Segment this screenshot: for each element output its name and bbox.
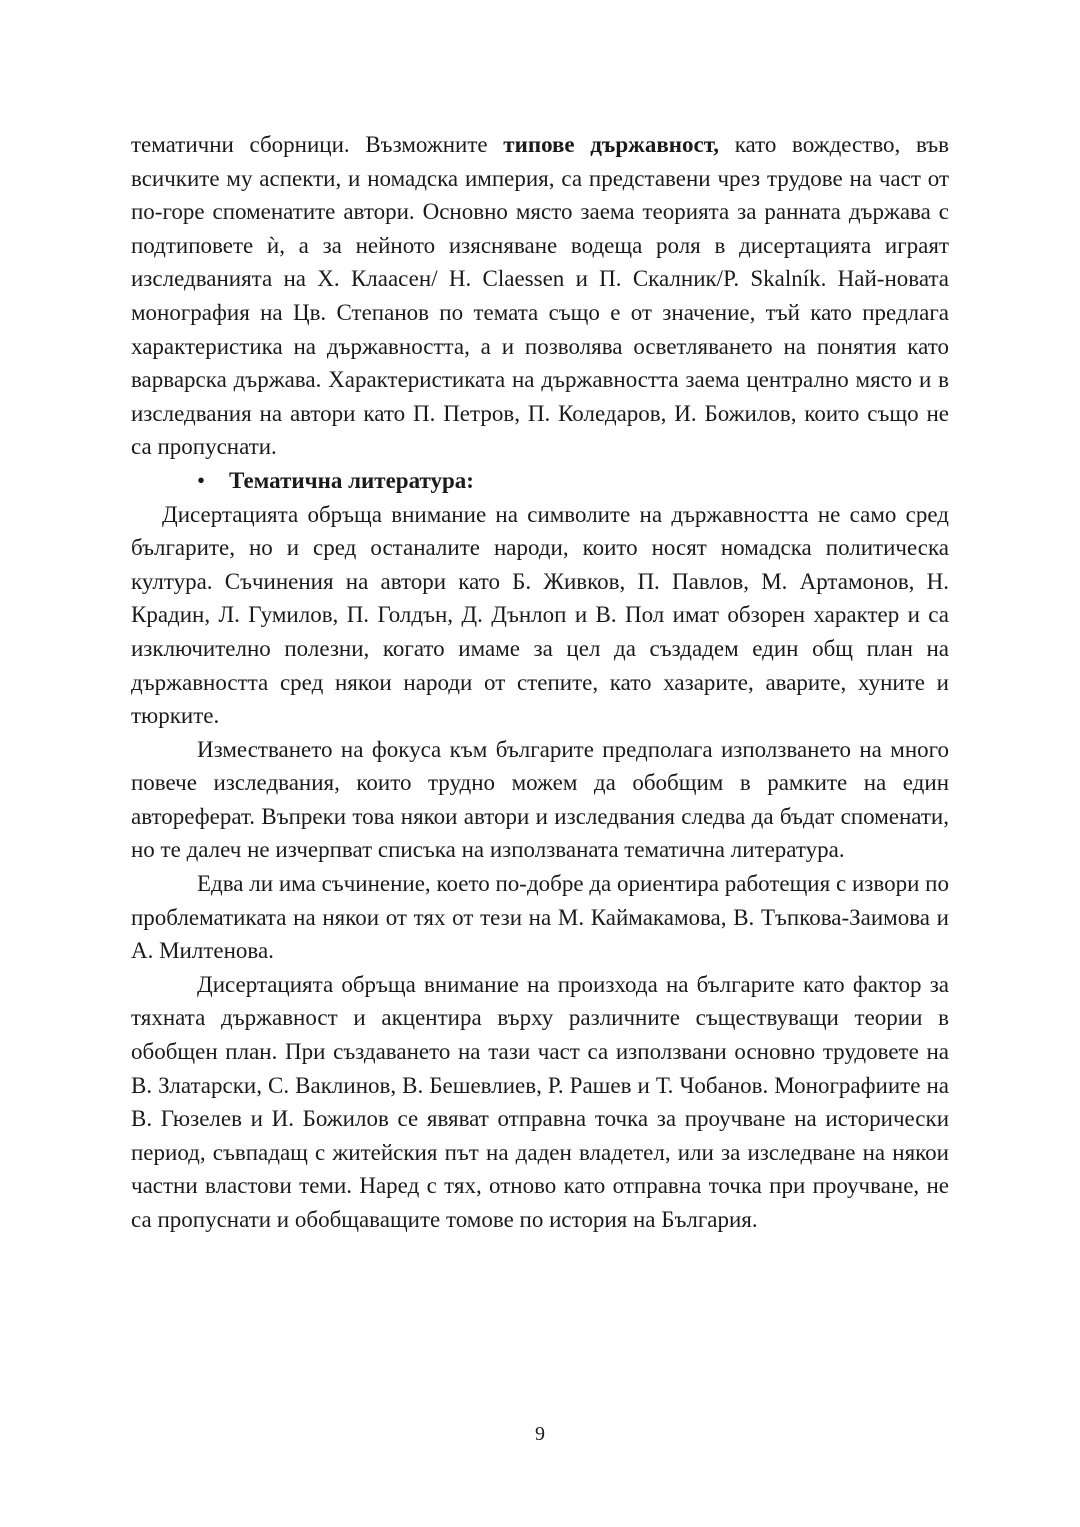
paragraph-symbols-of-statehood: Дисертацията обръща внимание на символите на държавността не само сред българите, но и сред останалите народи, които носят номадска политическа култура. Съчинения на автори като Б. Живков, П. Павлов, М. Артамонов, Н. Крадин, Л. Гумилов, П. Голдън, Д. Дънлоп и В. Пол имат обзорен характер и са изключително полезни, когато имаме за цел да създадем един общ план на държавността сред някои народи от степите, като хазарите, аварите, хуните и тюрките. (131, 501, 949, 729)
page-number: 9 (535, 1423, 545, 1445)
paragraph-text: тематични сборници. Възможните (131, 132, 504, 157)
paragraph-text: като вождество, във всичките му аспекти, и номадска империя, са представени чрез трудове на част от по-горе споменатите автори. Основно място заема теорията за ранната държава с подтиповете ѝ, а за нейното изясняване водеща роля в дисертацията играят изследванията на Х. Клаасен/ H. Claessen и П. Скалник/P. Skalník. Най-новата монография на Цв. Степанов по темата също е от значение, тъй като предлага характеристика на държавността, а и позволява осветляването на понятия като варварска държава. Характеристиката на държавността заема централно място и в изследвания на автори като П. Петров, П. Коледаров, И. Божилов, които също не са пропуснати. (131, 132, 949, 460)
paragraph-sources-orientation: Едва ли има съчинение, което по-добре да ориентира работещия с извори по проблематиката на някои от тях от тези на М. Каймакамова, В. Тъпкова-Заимова и А. Милтенова. (131, 871, 949, 964)
paragraph-focus-bulgarians: Изместването на фокуса към българите предполага използването на много повече изследвания, които трудно можем да обобщим в рамките на един автореферат. Въпреки това някои автори и изследвания следва да бъдат споменати, но те далеч не изчерпват списъка на използваната тематична литература. (131, 736, 949, 863)
bullet-heading-thematic-literature (131, 464, 949, 498)
document-page (131, 128, 949, 1237)
paragraph-state-types (131, 128, 949, 464)
bullet-icon: • (197, 467, 206, 493)
section-heading: Тематична литература: (229, 467, 474, 493)
paragraph-origin-of-bulgarians: Дисертацията обръща внимание на произхода на българите като фактор за тяхната държавност и акцентира върху различните съществуващи теории в обобщен план. При създаването на тази част са използвани основно трудовете на В. Златарски, С. Ваклинов, В. Бешевлиев, Р. Рашев и Т. Чобанов. Монографиите на В. Гюзелев и И. Божилов се явяват отправна точка за проучване на исторически период, съвпадащ с житейския път на даден владетел, или за изследване на някои частни властови теми. Наред с тях, отново като отправна точка при проучване, не са пропуснати и обобщаващите томове по история на България. (131, 971, 949, 1232)
bold-term: типове държавност, (503, 132, 720, 157)
